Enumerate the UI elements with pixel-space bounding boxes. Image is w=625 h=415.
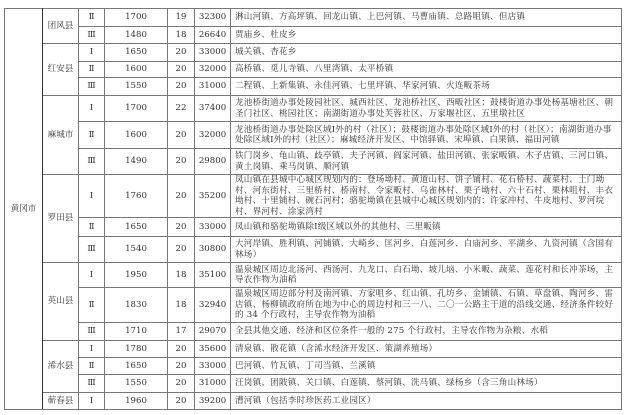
- grade-cell: Ⅱ: [79, 358, 105, 375]
- factor-cell: 22: [168, 96, 195, 122]
- grade-cell: Ⅰ: [79, 175, 105, 218]
- factor-cell: 20: [168, 44, 195, 62]
- price-cell: 1760: [105, 175, 168, 218]
- table-row: [5, 78, 622, 96]
- value-cell: 35600: [195, 341, 231, 358]
- table-row: [5, 237, 622, 263]
- grade-cell: Ⅱ: [79, 288, 105, 323]
- value-cell: 32000: [195, 62, 231, 78]
- area-cell: 清泉镇、散花镇（含浠水经济开发区、策湖养殖场）: [231, 341, 622, 358]
- area-cell: 全县其他交通、经济和区位条件一般的 275 个行政村，主导农作物为杂粮、水稻: [231, 323, 622, 341]
- county-cell: 蕲春县: [43, 393, 79, 410]
- area-cell: 巴河镇、竹瓦镇、丁司当镇、兰溪镇: [231, 358, 622, 375]
- factor-cell: 20: [168, 341, 195, 358]
- factor-cell: 18: [168, 263, 195, 288]
- price-cell: 1550: [105, 375, 168, 393]
- value-cell: 39200: [195, 393, 231, 410]
- factor-cell: 20: [168, 393, 195, 410]
- table-row: [5, 288, 622, 323]
- factor-cell: 20: [168, 62, 195, 78]
- table-row: [5, 358, 622, 375]
- county-cell: 罗田县: [43, 175, 79, 263]
- factor-cell: 20: [168, 358, 195, 375]
- county-cell: 英山县: [43, 263, 79, 341]
- factor-cell: 20: [168, 122, 195, 149]
- factor-cell: 20: [168, 237, 195, 263]
- table-row: [5, 122, 622, 149]
- value-cell: 31000: [195, 78, 231, 96]
- area-cell: 铁门岗乡、龟山镇、歧亭镇、夫子河镇、阎家河镇、盐田河镇、张家畈镇、木子店镇、三河口镇、黄土岗镇、乘马岗镇、顺河镇: [231, 149, 622, 175]
- table-row: [5, 218, 622, 237]
- factor-cell: 20: [168, 375, 195, 393]
- grade-cell: Ⅲ: [79, 323, 105, 341]
- value-cell: 37400: [195, 96, 231, 122]
- price-cell: 1700: [105, 96, 168, 122]
- table-row: [5, 62, 622, 78]
- value-cell: 29070: [195, 323, 231, 341]
- grade-cell: Ⅲ: [79, 78, 105, 96]
- grade-cell: Ⅲ: [79, 27, 105, 44]
- price-cell: 1490: [105, 149, 168, 175]
- price-cell: 1650: [105, 358, 168, 375]
- table-row: [5, 263, 622, 288]
- table-row: [5, 9, 622, 27]
- table-body: [5, 9, 622, 410]
- area-cell: 高桥镇、觅儿寺镇、八里湾镇、太平桥镇: [231, 62, 622, 78]
- table-row: [5, 149, 622, 175]
- factor-cell: 19: [168, 9, 195, 27]
- table-row: [5, 323, 622, 341]
- area-cell: 凤山镇和骆驼坳镇除Ⅰ级区域以外的其他村、三里畈镇: [231, 218, 622, 237]
- price-cell: 1600: [105, 122, 168, 149]
- value-cell: 33000: [195, 218, 231, 237]
- value-cell: 31000: [195, 375, 231, 393]
- value-cell: 33000: [195, 358, 231, 375]
- table-row: [5, 375, 622, 393]
- factor-cell: 20: [168, 218, 195, 237]
- area-cell: 温泉城区周边北汤河、西汤河、九龙口、白石坳、坡儿垴、小米畈、蔬菜、莲花村和长冲茶场，主导农作物为油稻: [231, 263, 622, 288]
- table-row: [5, 341, 622, 358]
- grade-cell: Ⅰ: [79, 44, 105, 62]
- price-cell: 1830: [105, 288, 168, 323]
- area-cell: 淋山河镇、方高坪镇、回龙山镇、上巴河镇、马曹庙镇、总路咀镇、但店镇: [231, 9, 622, 27]
- factor-cell: 20: [168, 175, 195, 218]
- county-cell: 麻城市: [43, 96, 79, 175]
- grade-cell: Ⅲ: [79, 149, 105, 175]
- value-cell: 35100: [195, 263, 231, 288]
- value-cell: 26640: [195, 27, 231, 44]
- grade-cell: Ⅰ: [79, 341, 105, 358]
- value-cell: 35200: [195, 175, 231, 218]
- value-cell: 29800: [195, 149, 231, 175]
- area-cell: 城关镇、杏花乡: [231, 44, 622, 62]
- price-cell: 1700: [105, 9, 168, 27]
- table-row: [5, 27, 622, 44]
- factor-cell: 18: [168, 27, 195, 44]
- price-cell: 1960: [105, 393, 168, 410]
- area-cell: 龙池桥街道办事处除区域Ⅰ外的村（社区）；鼓楼街道办事处除区域Ⅰ外的村（社区）；南湖街道办事处除区域Ⅰ外的村（社区）；麻城经济开发区、中馆驿镇、宋埠镇、白果镇、福田河镇: [231, 122, 622, 149]
- area-cell: 汪岗镇、团陂镇、关口镇、白莲镇、蔡河镇、洗马镇、绿杨乡（含三角山林场）: [231, 375, 622, 393]
- factor-cell: 18: [168, 288, 195, 323]
- grade-cell: Ⅱ: [79, 122, 105, 149]
- value-cell: 32940: [195, 288, 231, 323]
- value-cell: 30800: [195, 237, 231, 263]
- area-cell: 凤山镇在县城中心城区规划内的：登场坳村、黄道山村、饼子铺村、花石桥村、蔬菜村、土门坳村、河东街村、三里桥村、桥南村、令家畈村、乌雀林村、栗子坳村、六十石村、栗林咀村、丰衣坳村、十里铺村、碗石河村；骆驼坳镇在县城中心城区规划内的：许家冲村、牛皮地村、罗河垸村、界河村、涂家湾村: [231, 175, 622, 218]
- value-cell: 32000: [195, 122, 231, 149]
- value-cell: 33000: [195, 44, 231, 62]
- area-cell: 龙池桥街道办事处陵园社区、城西社区、龙池桥社区、西畈社区；鼓楼街道办事处杨基塘社区、朝圣门社区、桃园社区；南湖街道办事处芙蓉社区、万家堰社区、五里墩社区: [231, 96, 622, 122]
- price-cell: 1480: [105, 27, 168, 44]
- value-cell: 32300: [195, 9, 231, 27]
- area-cell: 温泉城区周边部分村及南河镇、方家咀乡、红山镇、孔坊乡、金铺镇、石镇、草盘镇、陶河乡、雷店镇、杨柳镇政府所在地为中心的周边村和三一八、二〇一公路主干道的沿线交通、经济条件较好的 34 个行政村，主导农作物为油稻: [231, 288, 622, 323]
- table-row: [5, 44, 622, 62]
- price-cell: 1650: [105, 44, 168, 62]
- city-cell: 黄冈市: [5, 9, 43, 410]
- price-cell: 1950: [105, 263, 168, 288]
- table-row: [5, 393, 622, 410]
- county-cell: 团风县: [43, 9, 79, 44]
- grade-cell: Ⅱ: [79, 218, 105, 237]
- county-cell: 红安县: [43, 44, 79, 96]
- price-cell: 1540: [105, 237, 168, 263]
- grade-cell: Ⅱ: [79, 62, 105, 78]
- grade-cell: Ⅰ: [79, 263, 105, 288]
- land-price-table: [4, 8, 622, 410]
- area-cell: 大河岸镇、胜利镇、河铺镇、大崎乡、匡河乡、白莲河乡、白庙河乡、平湖乡、九资河镇（含国有林场）: [231, 237, 622, 263]
- price-cell: 1550: [105, 78, 168, 96]
- grade-cell: Ⅲ: [79, 375, 105, 393]
- county-cell: 浠水县: [43, 341, 79, 393]
- area-cell: 贾庙乡、杜皮乡: [231, 27, 622, 44]
- factor-cell: 20: [168, 149, 195, 175]
- grade-cell: Ⅱ: [79, 9, 105, 27]
- factor-cell: 17: [168, 323, 195, 341]
- area-cell: 二程镇、上新集镇、永佳河镇、七里坪镇、华家河镇、火连畈茶场: [231, 78, 622, 96]
- grade-cell: Ⅰ: [79, 393, 105, 410]
- price-cell: 1650: [105, 218, 168, 237]
- factor-cell: 20: [168, 78, 195, 96]
- price-cell: 1710: [105, 323, 168, 341]
- grade-cell: Ⅰ: [79, 96, 105, 122]
- price-cell: 1600: [105, 62, 168, 78]
- grade-cell: Ⅲ: [79, 237, 105, 263]
- table-row: [5, 175, 622, 218]
- area-cell: 漕河镇（包括李时珍医药工业园区）: [231, 393, 622, 410]
- table-row: [5, 96, 622, 122]
- price-cell: 1780: [105, 341, 168, 358]
